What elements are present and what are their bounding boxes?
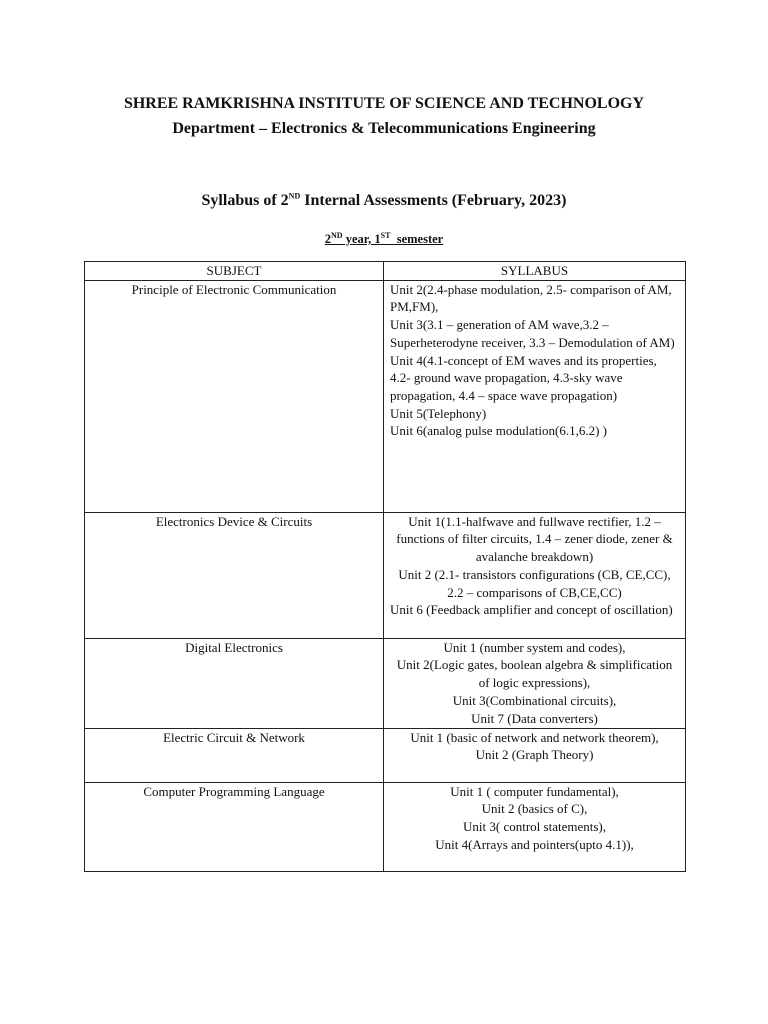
syllabus-cell: [384, 280, 686, 512]
table-row: [85, 638, 686, 728]
unit-item: Unit 3(Combinational circuits),: [452, 692, 617, 708]
table-row: [85, 280, 686, 512]
table-header-row: [85, 262, 686, 281]
subject-cell: Principle of Electronic Communication: [85, 280, 384, 512]
unit-item: Unit 5(Telephony): [390, 405, 487, 421]
institute-name: SHREE RAMKRISHNA INSTITUTE OF SCIENCE AND TECHNOLOGY: [123, 95, 645, 112]
unit-item: Unit 4(4.1-concept of EM waves and its properties, 4.2- ground wave propagation, 4.3-sky wave propagation, 4.4 – space wave propagation): [390, 352, 657, 403]
unit-item: Unit 1 ( computer fundamental),: [450, 783, 619, 799]
unit-item: Unit 2(2.4-phase modulation, 2.5- comparison of AM, PM,FM),: [390, 281, 672, 315]
syllabus-table: [84, 261, 686, 872]
unit-item: Unit 2 (Graph Theory): [475, 747, 594, 763]
table-row: [85, 512, 686, 638]
subject-cell: Digital Electronics: [85, 638, 384, 728]
unit-item: Unit 3(3.1 – generation of AM wave,3.2 – Superheterodyne receiver, 3.3 – Demodulation of AM): [390, 317, 675, 350]
year-mid: year, 1: [342, 232, 381, 246]
unit-item: Unit 7 (Data converters): [471, 710, 598, 726]
syllabus-column-header: SYLLABUS: [384, 262, 686, 281]
subject-cell: Electronics Device & Circuits: [85, 512, 384, 638]
year-num: 2: [324, 232, 332, 246]
subject-column-header: SUBJECT: [85, 262, 384, 281]
unit-item: Unit 1 (number system and codes),: [443, 639, 626, 655]
syllabus-title-post: Internal Assessments (February, 2023): [300, 192, 567, 209]
subject-cell: Computer Programming Language: [85, 782, 384, 871]
syllabus-cell: [384, 638, 686, 728]
unit-item: Unit 2 (basics of C),: [481, 801, 588, 817]
unit-item: Unit 3( control statements),: [463, 819, 606, 835]
syllabus-cell: [384, 728, 686, 782]
syllabus-cell: [384, 782, 686, 871]
unit-item: Unit 2(Logic gates, boolean algebra & simplification of logic expressions),: [396, 657, 673, 691]
year-sup: ND: [331, 230, 343, 240]
syllabus-cell: [384, 512, 686, 638]
unit-item: Unit 2 (2.1- transistors configurations (CB, CE,CC), 2.2 – comparisons of CB,CE,CC): [398, 566, 671, 600]
table-row: [85, 782, 686, 871]
syllabus-title-pre: Syllabus of 2: [201, 192, 289, 209]
sem-post: semester: [390, 232, 444, 246]
unit-item: Unit 6(analog pulse modulation(6.1,6.2) ): [390, 423, 607, 439]
year-semester-underline: [325, 232, 443, 246]
department-name: Department – Electronics & Telecommunications Engineering: [172, 120, 596, 137]
table-row: [85, 728, 686, 782]
unit-item: Unit 1(1.1-halfwave and fullwave rectifier, 1.2 – functions of filter circuits, 1.4 – zener diode, zener & avalanche breakdown): [396, 513, 673, 565]
unit-item: Unit 1 (basic of network and network theorem),: [410, 729, 659, 745]
unit-item: Unit 6 (Feedback amplifier and concept of oscillation): [390, 602, 673, 618]
sem-sup: ST: [380, 230, 391, 240]
syllabus-title: [0, 191, 768, 211]
unit-item: Unit 4(Arrays and pointers(upto 4.1)),: [435, 836, 634, 852]
syllabus-title-sup: ND: [288, 191, 301, 201]
year-semester: [0, 229, 768, 249]
subject-cell: Electric Circuit & Network: [85, 728, 384, 782]
